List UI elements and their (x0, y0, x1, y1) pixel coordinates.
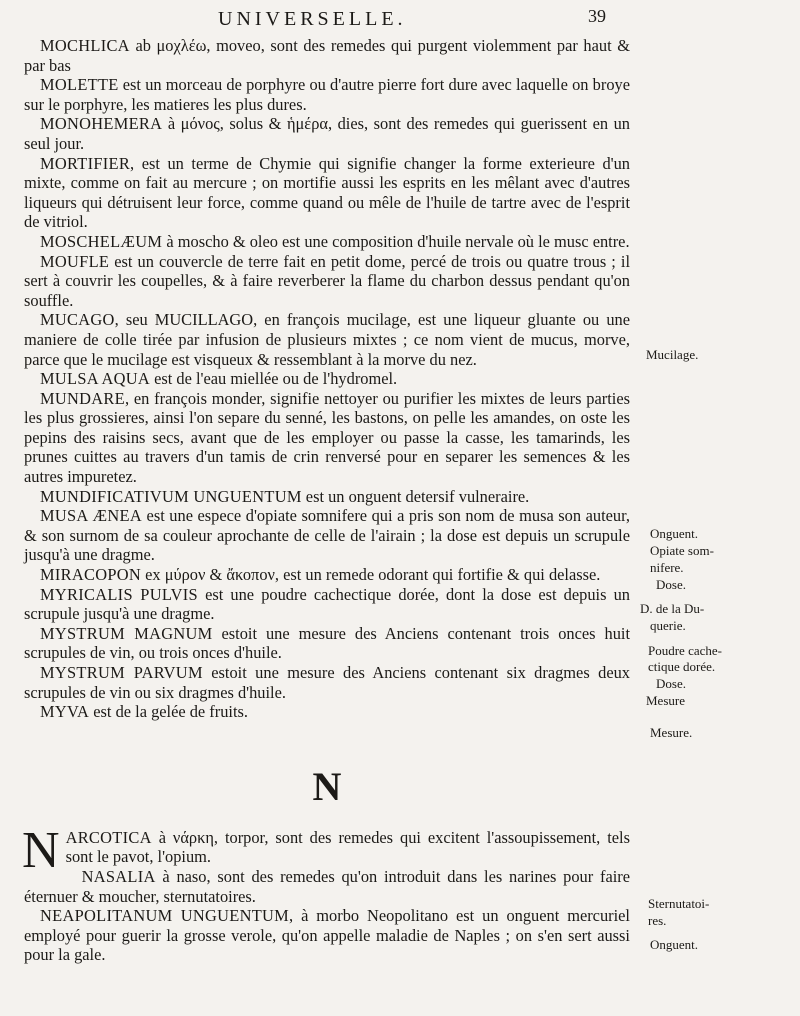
entry-text: est un morceau de porphyre ou d'autre pierre fort dure avec laquelle on broye sur le porphyre, les matieres les plus dures. (24, 75, 630, 114)
entry-text: ex μύρον & ἄκοπον, est un remede odorant qui fortifie & qui delasse. (141, 565, 601, 585)
margin-note-opiate: Opiate som- (650, 543, 714, 558)
headword: MUSA ÆNEA (40, 506, 142, 526)
margin-note-mesure-2: Mesure. (650, 725, 693, 740)
entry-text: , à morbo Neopolitano est un onguent mercuriel employé pour guerir la grosse verole, qu'on appelle maladie de Naples ; on s'en sert aussi pour la gale. (24, 906, 630, 965)
margin-note-onguent-2: Onguent. (650, 937, 699, 952)
entry-text: à naso, sont des remedes qu'on introduit dans les narines pour faire éternuer & moucher, sternutatoires. (24, 866, 630, 906)
margin-note-dose: Dose. (656, 577, 686, 592)
entry-text: estoit une mesure des Anciens contenant trois onces huit scrupules de vin, ou trois onces d'huile. (24, 623, 630, 663)
entry-text: est un couvercle de terre fait en petit dome, percé de trois ou quatre trous ; il sert à couvrir les coupelles, & à faire reverberer la flame du charbon dessus pendant qu'on souffle. (24, 251, 630, 310)
headword: MULSA AQUA (40, 369, 151, 389)
headword: MIRACOPON (40, 565, 142, 585)
headword: MUNDIFICATIVUM UNGUENTUM (40, 486, 302, 506)
entry-text: à νάρκη, torpor, sont des remedes qui excitent l'assoupissement, tels sont le pavot, l'opium. (65, 827, 630, 867)
headword: MYVA (40, 702, 90, 722)
running-title: UNIVERSELLE. (218, 8, 407, 30)
entry-text: à μόνος, solus & ἡμέρα, dies, sont des remedes qui guerissent en un seul jour. (24, 114, 630, 153)
headword: MYSTRUM MAGNUM (40, 623, 213, 643)
margin-note-mucilage: Mucilage. (646, 347, 699, 362)
entry-text: à moscho & oleo est une composition d'huile nervale où le musc entre. (162, 231, 630, 251)
margin-note-dose-2: Dose. (656, 676, 686, 691)
margin-note-mesure: Mesure (646, 693, 685, 708)
entry-text: ab μοχλέω, moveo, sont des remedes qui purgent violemment par haut & par bas (24, 36, 630, 75)
margin-note-poudre-cont: ctique dorée. (648, 659, 716, 674)
entry-text: est une espece d'opiate somnifere qui a pris son nom de musa son auteur, & son surnom de sa couleur aprochante de celle de l'airain ; la dose est depuis un scrupule jusqu'à une dragme. (24, 506, 630, 565)
headword: MUNDARE (40, 388, 125, 408)
headword: NEAPOLITANUM UNGUENTUM (40, 906, 290, 926)
headword: MOUFLE (40, 251, 110, 271)
entry-text: estoit une mesure des Anciens contenant six dragmes deux scrupules de vin ou six dragmes d'huile. (24, 663, 630, 702)
margin-note-duquerie: D. de la Du- (640, 601, 705, 616)
section-letter: N (312, 763, 342, 809)
margin-note-opiate-cont: nifere. (650, 560, 684, 575)
headword: MORTIFIER (40, 153, 131, 173)
margin-note-duquerie-cont: querie. (650, 618, 686, 633)
entry-text: est un onguent detersif vulneraire. (301, 486, 530, 506)
headword: MOCHLICA (40, 36, 130, 55)
entry-text: , seu MUCILLAGO, en françois mucilage, est une liqueur gluante ou une maniere de colle tirée par infusion de plusieurs mixtes ; ce nom vient de mucus, morve, parce que le mucilage est visqueux & ressemblant à la morve du nez. (24, 310, 630, 369)
margin-note-onguent: Onguent. (650, 526, 699, 541)
headword: MOSCHELÆUM (40, 231, 163, 251)
entry-text: est de l'eau miellée ou de l'hydromel. (150, 369, 398, 389)
entry-text: , en françois monder, signifie nettoyer ou purifier les mixtes de leurs parties les plus grossieres, ainsi l'on separe du senné, les bastons, on pelle les amandes, on oste les pepins des raisins secs, avant que de les employer ou passe la casse, les tamarinds, les prunes cuittes au travers d'un tamis de crin renversé pour en separer les semences & les autres impuretez. (24, 388, 630, 487)
headword: MUCAGO (40, 310, 115, 330)
page-number: 39 (588, 6, 606, 26)
margin-note-sternutatoires: Sternutatoi- (648, 896, 710, 911)
margin-note-sternutatoires-cont: res. (648, 913, 667, 928)
entry-text: est de la gelée de fruits. (89, 702, 249, 722)
margin-note-poudre: Poudre cache- (648, 643, 722, 658)
headword: MYSTRUM PARVUM (40, 663, 203, 682)
entry-text: est une poudre cachectique dorée, dont la dose est depuis un scrupule jusqu'à une dragme. (24, 584, 630, 624)
headword: MYRICALIS PULVIS (40, 584, 198, 604)
entry-text: , est un terme de Chymie qui signifie changer la forme exterieure d'un mixte, comme on fait au mercure ; on mortifie aussi les esprits en les mêlant avec d'autres liqueurs qui détruisent leur force, comme quand ou mêle de l'huile de tartre avec de l'esprit de vitriol. (24, 153, 630, 232)
headword: ARCOTICA (65, 827, 152, 847)
headword: NASALIA (81, 866, 156, 886)
headword: MONOHEMERA (40, 114, 163, 134)
drop-cap: N (22, 821, 60, 879)
headword: MOLETTE (40, 75, 119, 95)
